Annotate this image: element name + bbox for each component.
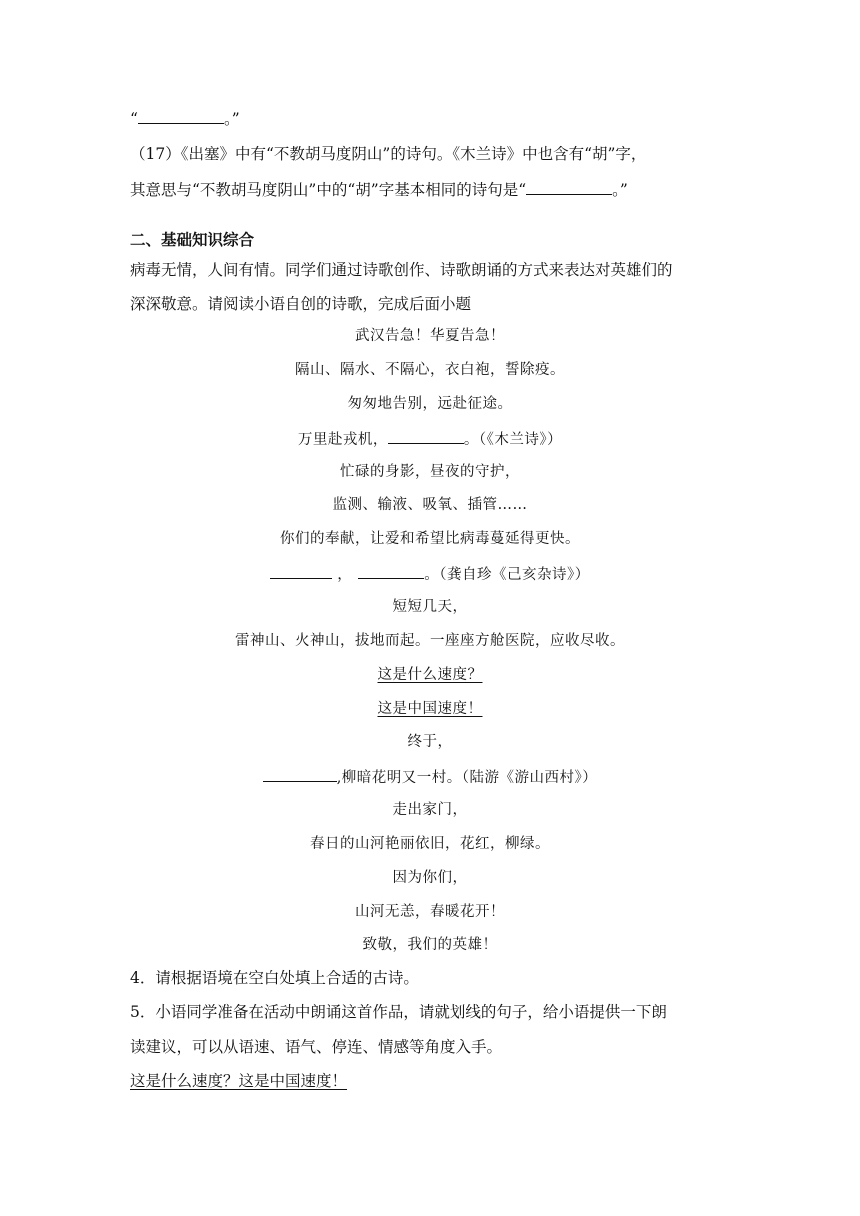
poem-line-underlined	[130, 664, 730, 686]
question-5-line2: 读建议，可以从语速、语气、停连、情感等角度入手。	[130, 1038, 503, 1056]
question-17-text: 其意思与“不教胡马度阴山”中的“胡”字基本相同的诗句是“	[130, 181, 527, 199]
question-4: 4．请根据语境在空白处填上合适的古诗。	[130, 969, 419, 987]
poem-line: 监测、输液、吸氧、插管……	[332, 497, 528, 513]
poem-source: 。（龚自珍《己亥杂诗》）	[424, 567, 590, 583]
fill-blank	[138, 107, 224, 124]
intro-line2: 深深敬意。请阅读小语自创的诗歌，完成后面小题	[130, 295, 472, 313]
answer-line-16	[130, 107, 730, 130]
question-5-line1: 5．小语同学准备在活动中朗诵这首作品，请就划线的句子，给小语提供一下朗	[130, 1003, 667, 1021]
fill-blank	[270, 562, 332, 579]
poem-text: 万里赴戎机，	[297, 432, 388, 448]
comma: ，	[332, 567, 353, 583]
underlined-text: 这是中国速度！	[377, 701, 483, 717]
fill-blank	[358, 562, 424, 579]
close-quote: 。”	[612, 181, 628, 199]
poem-line: 雷神山、火神山，拔地而起。一座座方舱医院，应收尽收。	[235, 633, 625, 649]
poem-line: 短短几天，	[392, 599, 468, 615]
poem-line: 走出家门，	[392, 802, 468, 818]
poem-line: 春日的山河艳丽依旧，花红，柳绿。	[310, 836, 550, 852]
fill-blank	[263, 765, 337, 782]
fill-blank	[388, 427, 464, 444]
poem-line: 匆匆地告别，远赴征途。	[347, 396, 513, 412]
poem-line: 山河无恙，春暖花开！	[355, 904, 505, 920]
quoted-sentence	[130, 1070, 730, 1092]
poem-line: 你们的奉献，让爱和希望比病毒蔓延得更快。	[280, 531, 580, 547]
poem-line: 武汉告急！华夏告急！	[355, 328, 505, 344]
poem-line: 忙碌的身影，昼夜的守护，	[340, 464, 520, 480]
underlined-text: 这是什么速度？	[377, 667, 483, 683]
question-17-line1: （17）《出塞》中有“不教胡马度阴山”的诗句。《木兰诗》中也含有“胡”字，	[130, 145, 647, 163]
intro-line1: 病毒无情，人间有情。同学们通过诗歌创作、诗歌朗诵的方式来表达对英雄们的	[130, 261, 673, 279]
poem-line: 因为你们，	[392, 870, 468, 886]
poem-line-with-blanks	[130, 562, 730, 586]
close-quote: 。”	[223, 110, 240, 128]
underlined-text: 这是什么速度？这是中国速度！	[130, 1072, 348, 1090]
question-17-line2	[130, 178, 730, 201]
poem-line: 终于，	[407, 734, 453, 750]
poem-line: 隔山、隔水、不隔心，衣白袍，誓除疫。	[295, 362, 565, 378]
poem-line-underlined	[130, 698, 730, 720]
poem-source: ,柳暗花明又一村。（陆游《游山西村》）	[336, 770, 598, 786]
poem-line: 致敬，我们的英雄！	[362, 937, 498, 953]
open-quote: “	[130, 110, 138, 128]
fill-blank	[526, 178, 612, 195]
poem-line-with-blank	[130, 427, 730, 451]
poem-source: 。（《木兰诗》）	[463, 432, 563, 448]
poem-line-with-blank	[130, 765, 730, 789]
section-heading: 二、基础知识综合	[130, 231, 255, 249]
